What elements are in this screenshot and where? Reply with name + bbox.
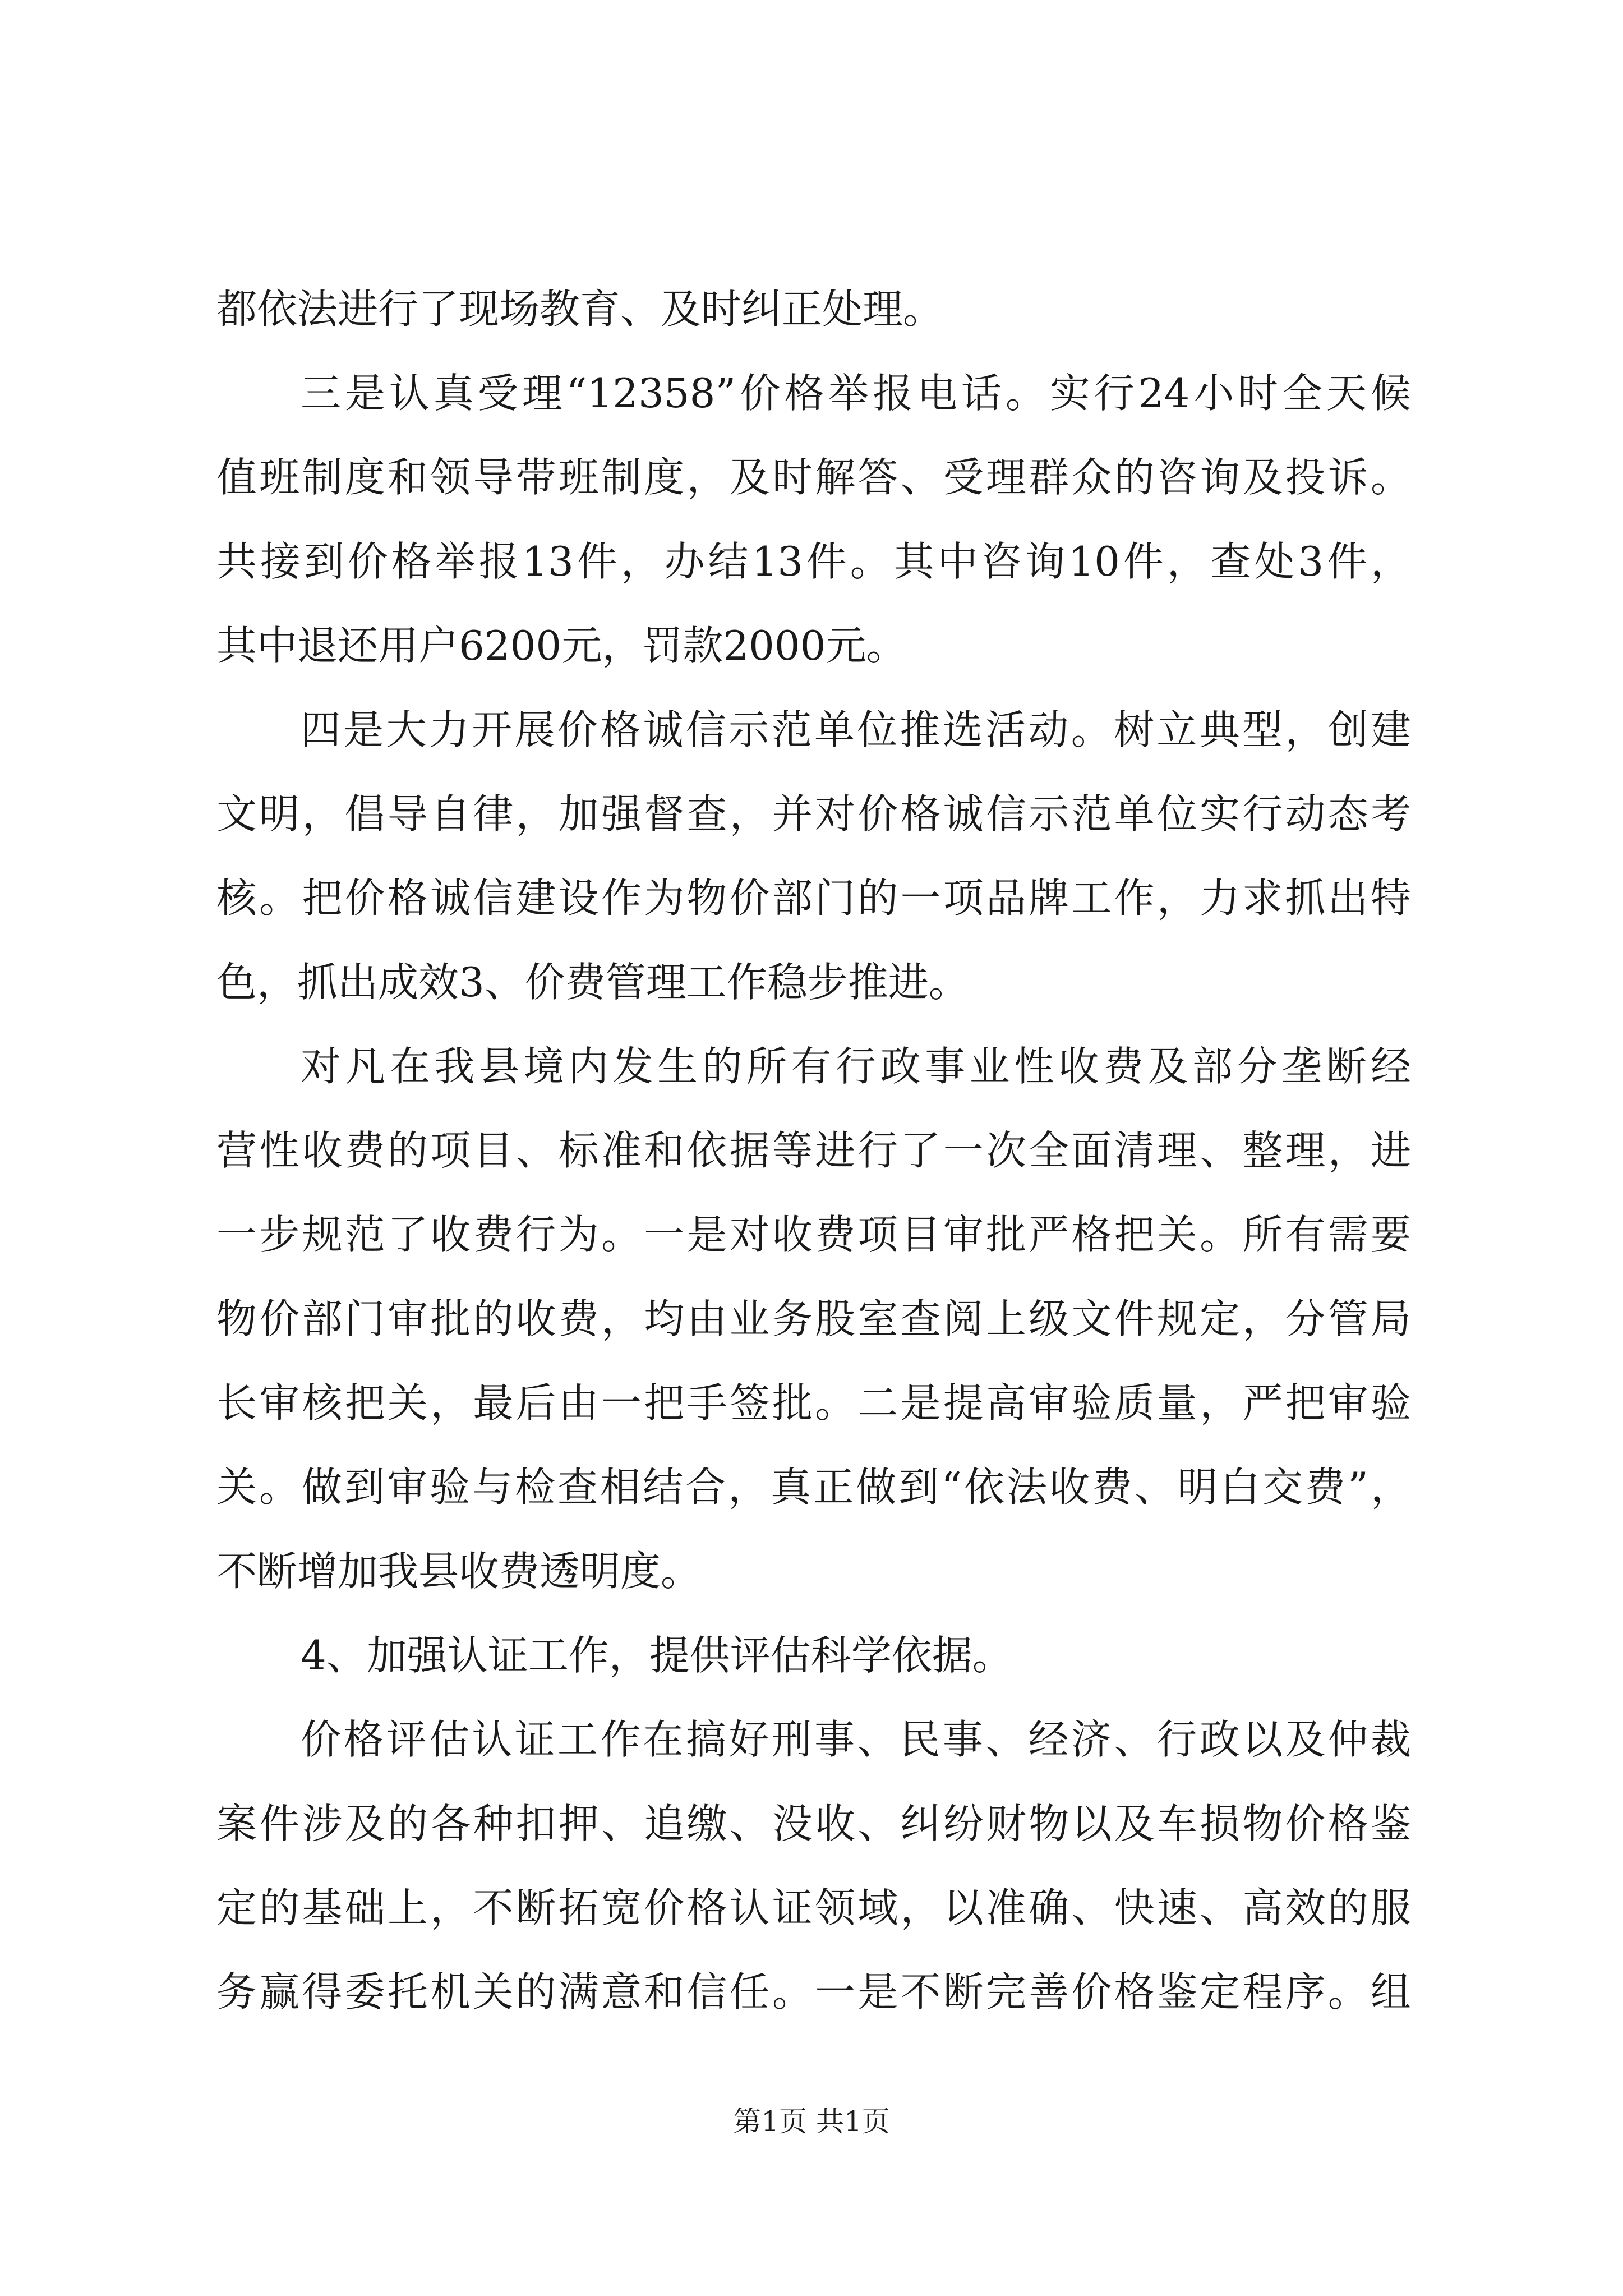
page-footer: 第1页 共1页 [733, 2105, 890, 2138]
text-line: 三是认真受理“12358”价格举报电话。实行24小时全天候 [301, 370, 1411, 417]
section-heading: 4、加强认证工作，提供评估科学依据。 [301, 1632, 1013, 1679]
text-line: 都依法进行了现场教育、及时纠正处理。 [216, 286, 944, 333]
text-line: 色，抓出成效3、价费管理工作稳步推进。 [216, 959, 969, 1006]
text-line: 一步规范了收费行为。一是对收费项目审批严格把关。所有需要 [216, 1211, 1411, 1258]
text-line: 核。把价格诚信建设作为物价部门的一项品牌工作，力求抓出特 [216, 875, 1411, 922]
text-line: 定的基础上，不断拓宽价格认证领域，以准确、快速、高效的服 [216, 1884, 1411, 1931]
text-line: 价格评估认证工作在搞好刑事、民事、经济、行政以及仲裁 [301, 1716, 1411, 1763]
document-body [216, 267, 1411, 2034]
text-line: 长审核把关，最后由一把手签批。二是提高审验质量，严把审验 [216, 1379, 1411, 1427]
text-line: 案件涉及的各种扣押、追缴、没收、纠纷财物以及车损物价格鉴 [216, 1800, 1411, 1847]
text-line: 不断增加我县收费透明度。 [216, 1548, 702, 1595]
text-line: 营性收费的项目、标准和依据等进行了一次全面清理、整理，进 [216, 1127, 1411, 1174]
text-line: 共接到价格举报13件，办结13件。其中咨询10件，查处3件， [216, 538, 1411, 585]
text-line: 文明，倡导自律，加强督查，并对价格诚信示范单位实行动态考 [216, 790, 1411, 838]
text-line: 物价部门审批的收费，均由业务股室查阅上级文件规定，分管局 [216, 1295, 1411, 1342]
text-line: 值班制度和领导带班制度，及时解答、受理群众的咨询及投诉。 [216, 454, 1411, 501]
text-line: 务赢得委托机关的满意和信任。一是不断完善价格鉴定程序。组 [216, 1968, 1411, 2016]
text-line: 四是大力开展价格诚信示范单位推选活动。树立典型，创建 [301, 706, 1411, 753]
text-line: 其中退还用户6200元，罚款2000元。 [216, 622, 907, 669]
text-line: 关。做到审验与检查相结合，真正做到“依法收费、明白交费”， [216, 1464, 1411, 1511]
text-line: 对凡在我县境内发生的所有行政事业性收费及部分垄断经 [301, 1043, 1411, 1090]
